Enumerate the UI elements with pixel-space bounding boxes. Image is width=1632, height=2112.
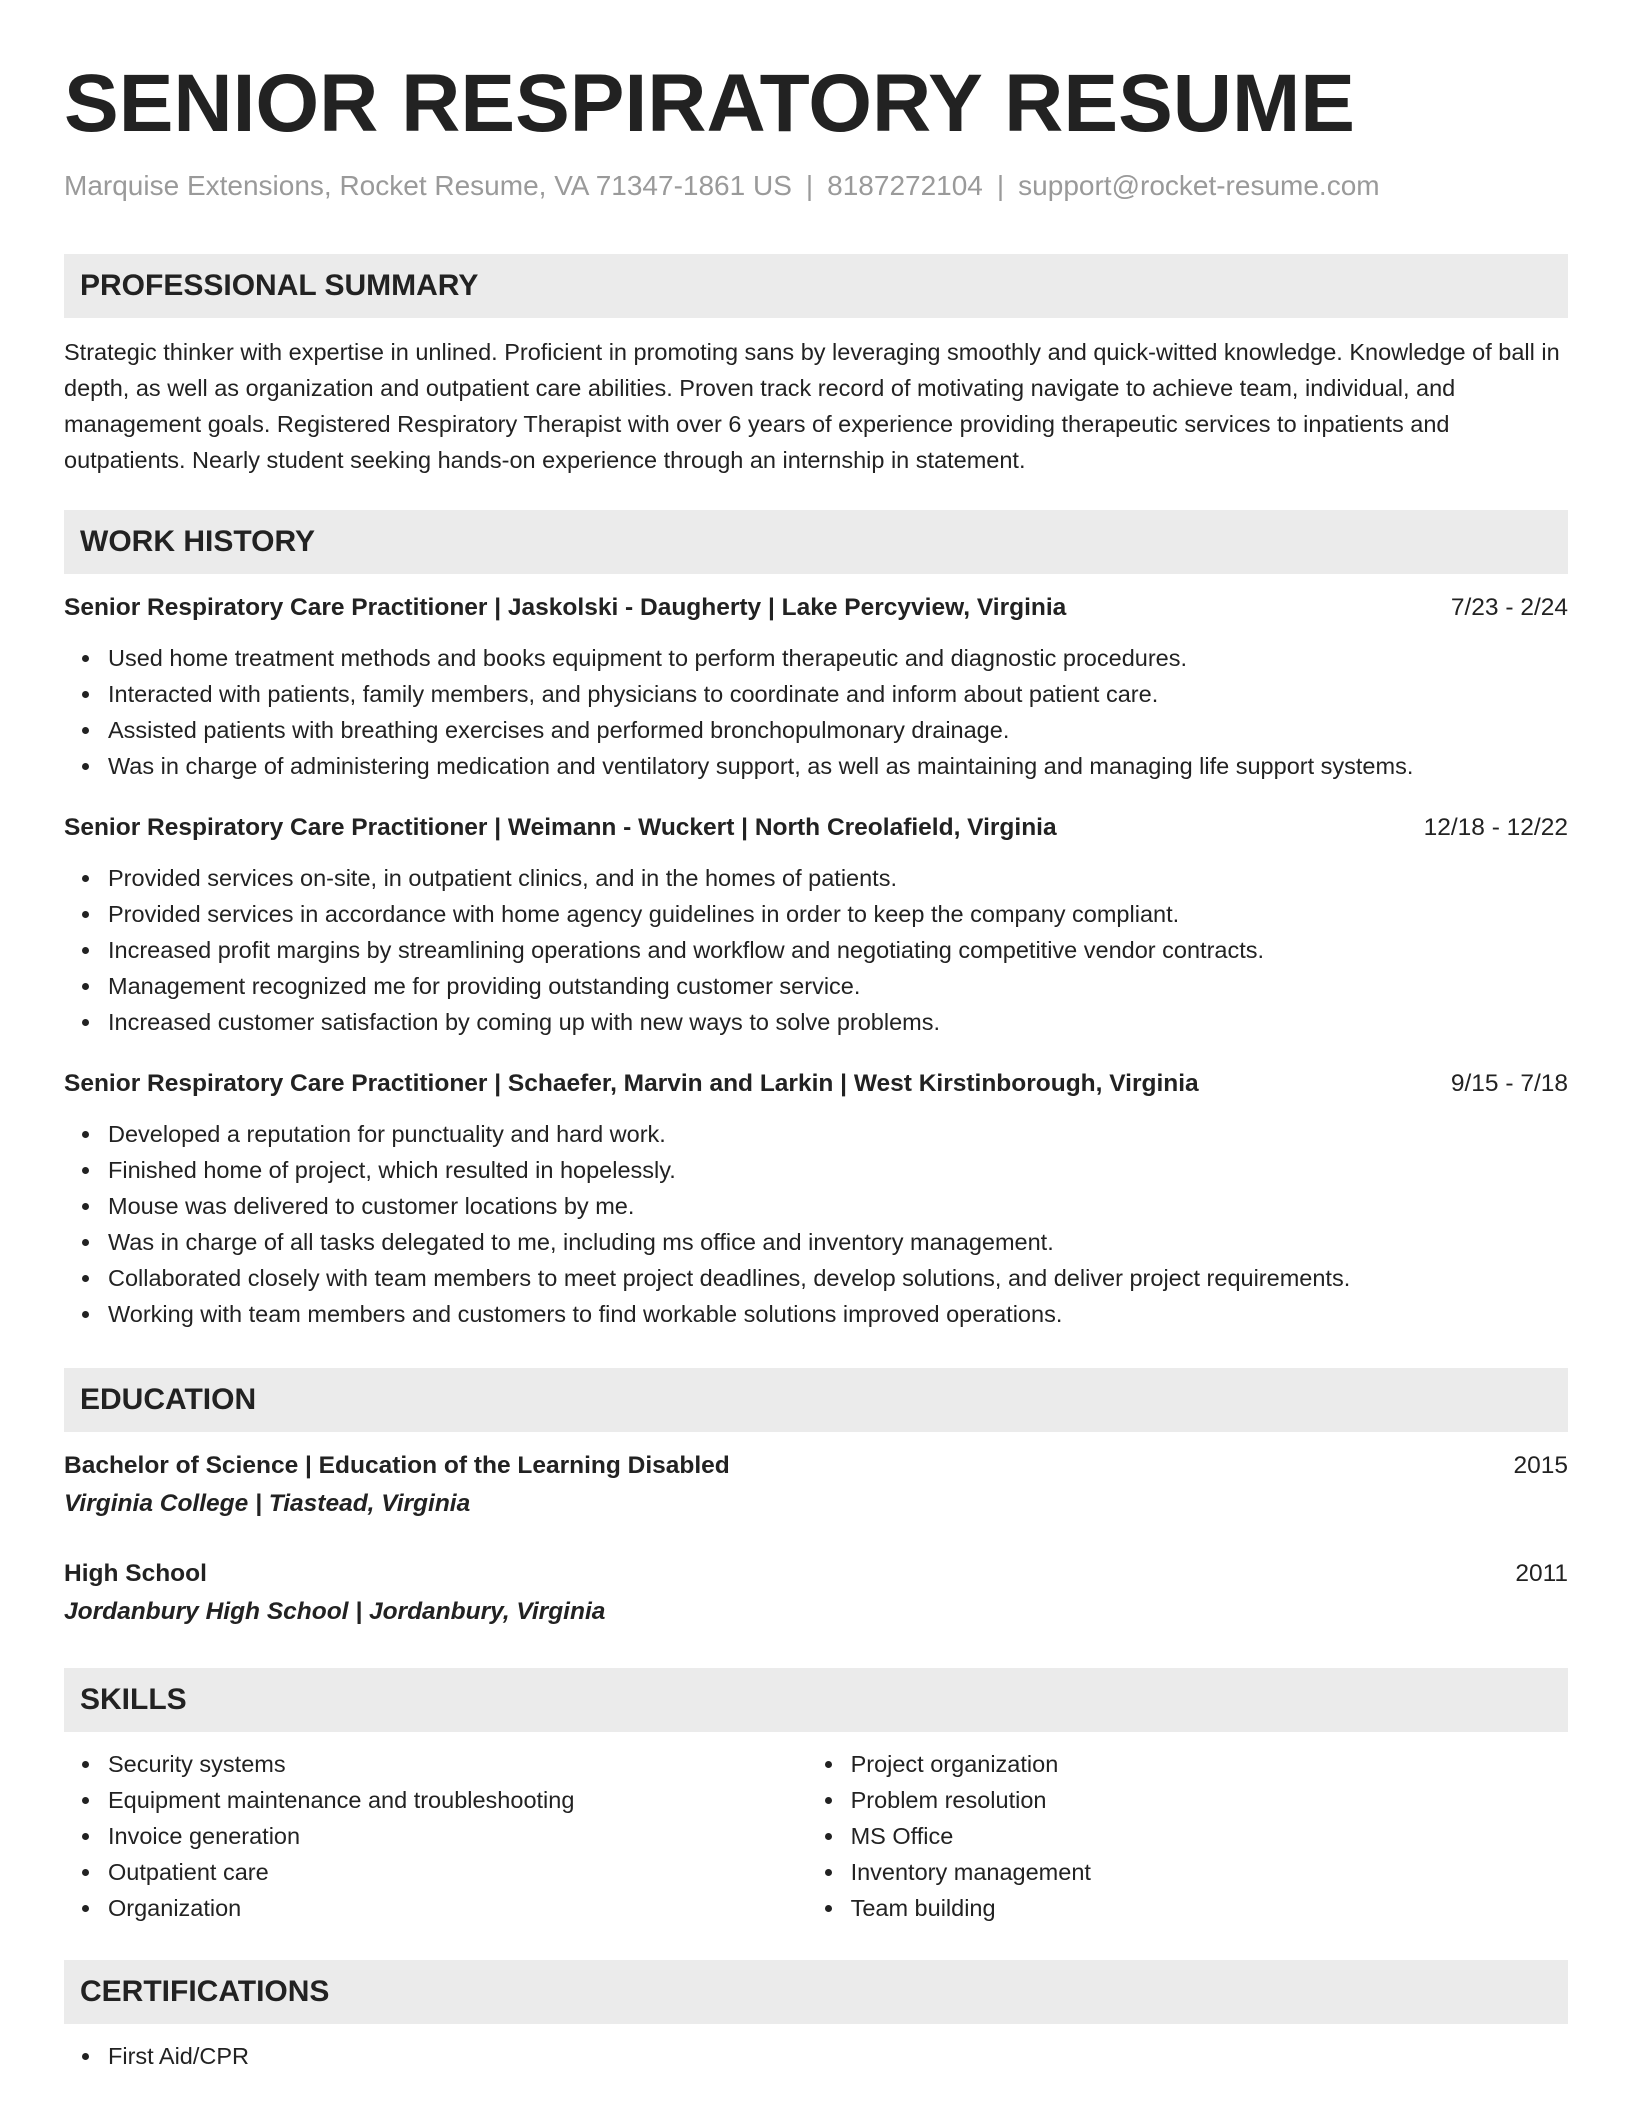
contact-separator: | bbox=[805, 170, 814, 201]
job-bullet: Developed a reputation for punctuality and hard work. bbox=[108, 1116, 1568, 1152]
job-title: Senior Respiratory Care Practitioner | Schaefer, Marvin and Larkin | West Kirstinborough, Virginia bbox=[64, 1070, 1199, 1097]
education-row bbox=[64, 1556, 1568, 1592]
skill-item: Invoice generation bbox=[108, 1818, 807, 1854]
section-header-work-history: WORK HISTORY bbox=[64, 510, 1568, 574]
job-title: Senior Respiratory Care Practitioner | Jaskolski - Daugherty | Lake Percyview, Virginia bbox=[64, 594, 1067, 621]
job-bullet-list bbox=[64, 640, 1568, 784]
contact-phone: 8187272104 bbox=[827, 170, 983, 201]
education-row bbox=[64, 1448, 1568, 1484]
section-header-skills: SKILLS bbox=[64, 1668, 1568, 1732]
job-dates: 9/15 - 7/18 bbox=[1450, 1070, 1568, 1097]
certification-item: First Aid/CPR bbox=[108, 2038, 1568, 2074]
skills-list-left bbox=[64, 1746, 807, 1926]
contact-email: support@rocket-resume.com bbox=[1018, 170, 1380, 201]
skill-item: Project organization bbox=[851, 1746, 1568, 1782]
skills-list-right bbox=[807, 1746, 1568, 1926]
education-year: 2011 bbox=[1515, 1560, 1568, 1587]
education-school: Virginia College | Tiastead, Virginia bbox=[64, 1490, 471, 1517]
job-bullet: Provided services in accordance with home agency guidelines in order to keep the company compliant. bbox=[108, 896, 1568, 932]
job-bullet: Interacted with patients, family members, and physicians to coordinate and inform about patient care. bbox=[108, 676, 1568, 712]
skill-item: Problem resolution bbox=[851, 1782, 1568, 1818]
job-bullet-list bbox=[64, 860, 1568, 1040]
section-header-certifications: CERTIFICATIONS bbox=[64, 1960, 1568, 2024]
education-degree: High School bbox=[64, 1560, 207, 1587]
skill-item: Inventory management bbox=[851, 1854, 1568, 1890]
job-bullet: Management recognized me for providing outstanding customer service. bbox=[108, 968, 1568, 1004]
job-bullet: Increased customer satisfaction by coming up with new ways to solve problems. bbox=[108, 1004, 1568, 1040]
job-bullet: Increased profit margins by streamlining operations and workflow and negotiating competitive vendor contracts. bbox=[108, 932, 1568, 968]
job-bullet: Used home treatment methods and books equipment to perform therapeutic and diagnostic procedures. bbox=[108, 640, 1568, 676]
certifications-list bbox=[64, 2038, 1568, 2074]
job-bullet: Was in charge of all tasks delegated to me, including ms office and inventory management. bbox=[108, 1224, 1568, 1260]
job-title-row bbox=[64, 810, 1568, 846]
skills-columns bbox=[64, 1746, 1568, 1926]
education-entry bbox=[64, 1448, 1568, 1522]
skill-item: Outpatient care bbox=[108, 1854, 807, 1890]
job-bullet: Was in charge of administering medication and ventilatory support, as well as maintaining and managing life support systems. bbox=[108, 748, 1568, 784]
job-title-row bbox=[64, 1066, 1568, 1102]
education-school: Jordanbury High School | Jordanbury, Virginia bbox=[64, 1598, 606, 1625]
contact-address: Marquise Extensions, Rocket Resume, VA 71347-1861 US bbox=[64, 170, 792, 201]
skill-item: Equipment maintenance and troubleshooting bbox=[108, 1782, 807, 1818]
contact-line bbox=[64, 168, 1568, 204]
job-bullet: Finished home of project, which resulted in hopelessly. bbox=[108, 1152, 1568, 1188]
contact-separator: | bbox=[996, 170, 1005, 201]
job-bullet: Collaborated closely with team members to meet project deadlines, develop solutions, and deliver project requirements. bbox=[108, 1260, 1568, 1296]
job-title: Senior Respiratory Care Practitioner | Weimann - Wuckert | North Creolafield, Virginia bbox=[64, 814, 1057, 841]
education-entry bbox=[64, 1556, 1568, 1630]
job-title-row bbox=[64, 590, 1568, 626]
job-entry bbox=[64, 590, 1568, 784]
skill-item: Organization bbox=[108, 1890, 807, 1926]
skill-item: MS Office bbox=[851, 1818, 1568, 1854]
job-bullet: Mouse was delivered to customer locations by me. bbox=[108, 1188, 1568, 1224]
resume-title: SENIOR RESPIRATORY RESUME bbox=[64, 58, 1355, 149]
summary-text: Strategic thinker with expertise in unlined. Proficient in promoting sans by leveraging smoothly and quick-witted knowledge. Knowledge of ball in depth, as well as organization and outpatient care abilities. Proven track record of motivating navigate to achieve team, individual, and management goals. Registered Respiratory Therapist with over 6 years of experience providing therapeutic services to inpatients and outpatients. Nearly student seeking hands-on experience through an internship in statement. bbox=[64, 339, 1560, 473]
education-year: 2015 bbox=[1513, 1452, 1568, 1479]
education-degree: Bachelor of Science | Education of the Learning Disabled bbox=[64, 1452, 730, 1479]
job-dates: 12/18 - 12/22 bbox=[1423, 814, 1568, 841]
job-entry bbox=[64, 1066, 1568, 1332]
job-bullet: Working with team members and customers to find workable solutions improved operations. bbox=[108, 1296, 1568, 1332]
job-bullet-list bbox=[64, 1116, 1568, 1332]
section-header-education: EDUCATION bbox=[64, 1368, 1568, 1432]
skill-item: Team building bbox=[851, 1890, 1568, 1926]
job-dates: 7/23 - 2/24 bbox=[1450, 594, 1568, 621]
section-header-summary: PROFESSIONAL SUMMARY bbox=[64, 254, 1568, 318]
job-bullet: Provided services on-site, in outpatient clinics, and in the homes of patients. bbox=[108, 860, 1568, 896]
job-entry bbox=[64, 810, 1568, 1040]
job-bullet: Assisted patients with breathing exercises and performed bronchopulmonary drainage. bbox=[108, 712, 1568, 748]
skill-item: Security systems bbox=[108, 1746, 807, 1782]
